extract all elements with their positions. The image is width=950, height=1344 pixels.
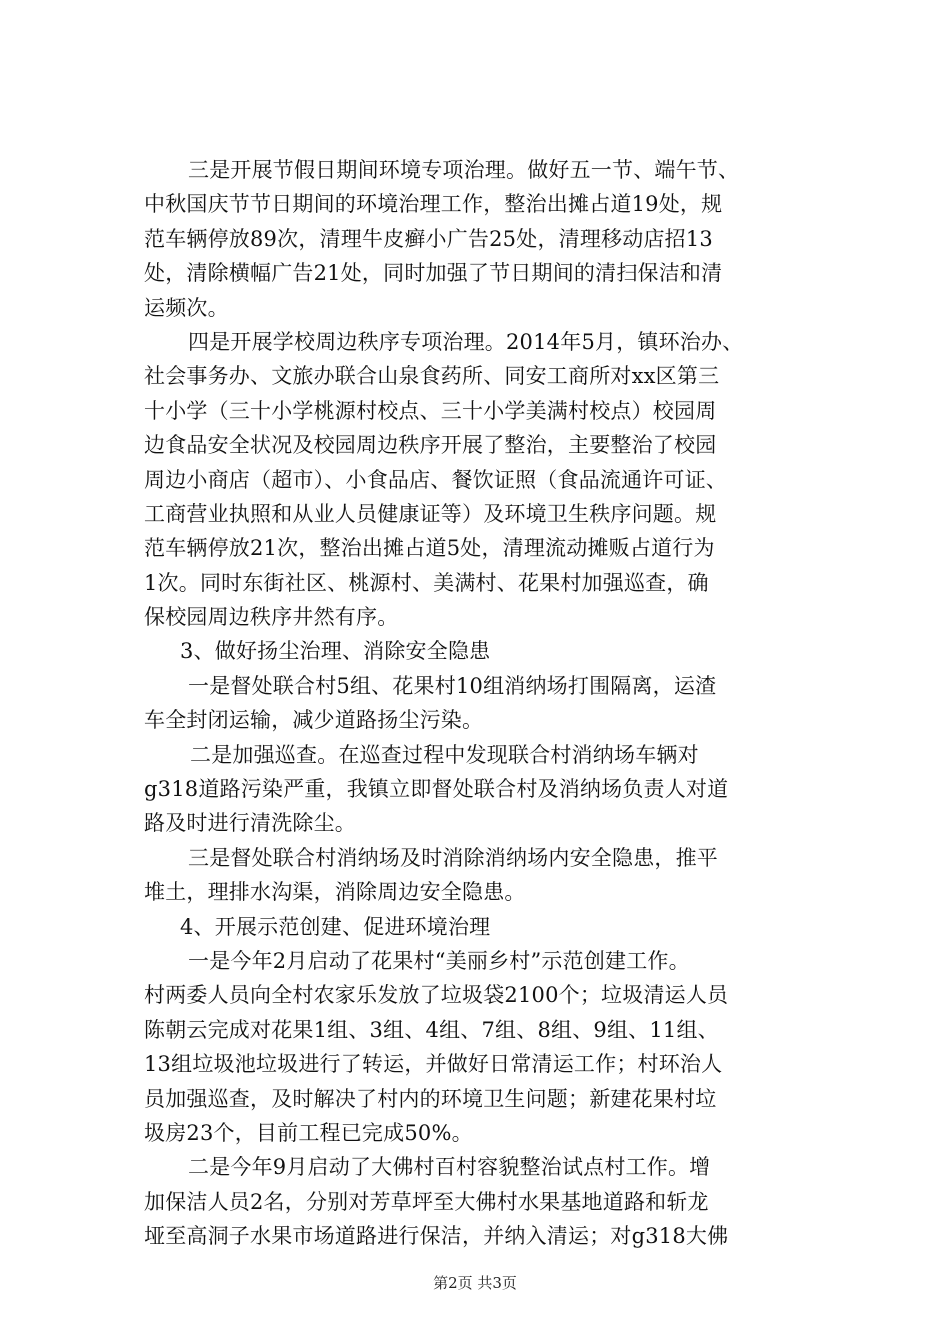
text-line: 村两委人员向全村农家乐发放了垃圾袋2100个；垃圾清运人员 — [144, 983, 729, 1008]
text-line: 一是督处联合村5组、花果村10组消纳场打围隔离，运渣 — [188, 673, 717, 698]
text-line: 三是开展节假日期间环境专项治理。做好五一节、端午节、 — [188, 158, 740, 182]
text-line: 二是今年9月启动了大佛村百村容貌整治试点村工作。增 — [188, 1155, 711, 1180]
text-line: 工商营业执照和从业人员健康证等）及环境卫生秩序问题。规 — [144, 501, 717, 526]
text-line: 二是加强巡查。在巡查过程中发现联合村消纳场车辆对 — [190, 742, 699, 767]
page-footer: 第2页 共3页 — [433, 1274, 517, 1292]
text-line: 路及时进行清洗除尘。 — [144, 811, 356, 836]
text-line: 保校园周边秩序井然有序。 — [144, 605, 399, 630]
text-line: 13组垃圾池垃圾进行了转运，并做好日常清运工作；村环治人 — [144, 1052, 723, 1077]
text-line: 陈朝云完成对花果1组、3组、4组、7组、8组、9组、11组、 — [144, 1017, 719, 1042]
text-line: 员加强巡查，及时解决了村内的环境卫生问题；新建花果村垃 — [144, 1086, 717, 1111]
text-line: 1次。同时东街社区、桃源村、美满村、花果村加强巡查，确 — [144, 570, 709, 595]
text-line: 社会事务办、文旅办联合山泉食药所、同安工商所对xx区第三 — [144, 364, 720, 389]
text-line: 周边小商店（超市）、小食品店、餐饮证照（食品流通许可证、 — [144, 467, 728, 492]
text-line: 四是开展学校周边秩序专项治理。2014年5月，镇环治办、 — [188, 329, 744, 354]
text-line: 加保洁人员2名，分别对芳草坪至大佛村水果基地道路和斩龙 — [144, 1189, 709, 1214]
text-line: 三是督处联合村消纳场及时消除消纳场内安全隐患，推平 — [188, 845, 718, 870]
text-line: g318道路污染严重，我镇立即督处联合村及消纳场负责人对道 — [144, 777, 729, 802]
text-line: 范车辆停放21次，整治出摊占道5处，清理流动摊贩占道行为 — [144, 536, 715, 561]
text-line: 处，清除横幅广告21处，同时加强了节日期间的清扫保洁和清 — [144, 261, 723, 286]
text-line: 堆土，理排水沟渠，消除周边安全隐患。 — [144, 880, 526, 905]
text-line: 车全封闭运输，减少道路扬尘污染。 — [144, 708, 484, 733]
text-line: 一是今年2月启动了花果村“美丽乡村”示范创建工作。 — [188, 948, 690, 973]
text-line: 范车辆停放89次，清理牛皮癣小广告25处，清理移动店招13 — [144, 226, 713, 251]
text-line: 中秋国庆节节日期间的环境治理工作，整治出摊占道19处，规 — [144, 192, 723, 217]
text-line: 边食品安全状况及校园周边秩序开展了整治，主要整治了校园 — [144, 433, 717, 458]
text-line: 3、做好扬尘治理、消除安全隐患 — [180, 639, 491, 664]
text-line: 4、开展示范创建、促进环境治理 — [180, 914, 491, 939]
text-line: 垭至高洞子水果市场道路进行保洁，并纳入清运；对g318大佛 — [144, 1224, 729, 1249]
text-line: 圾房23个，目前工程已完成50%。 — [144, 1120, 473, 1145]
text-line: 运频次。 — [144, 295, 229, 320]
text-line: 十小学（三十小学桃源村校点、三十小学美满村校点）校园周 — [144, 398, 717, 423]
document-body — [144, 153, 844, 1254]
